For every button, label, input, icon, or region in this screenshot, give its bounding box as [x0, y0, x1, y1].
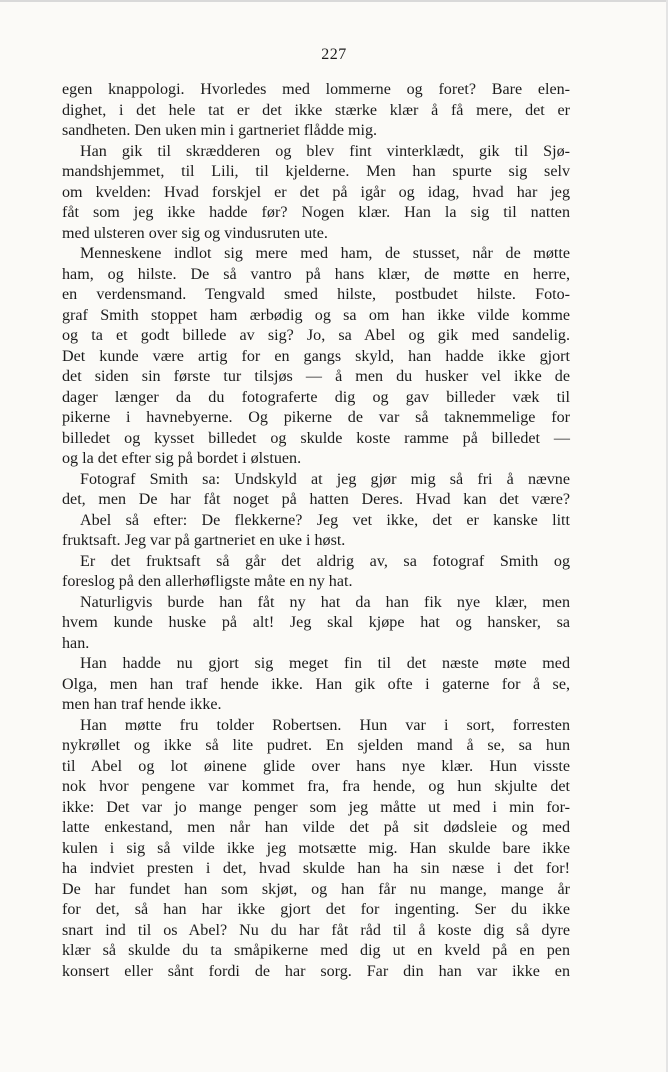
text-line: Menneskene indlot sig mere med ham, de stusset, når de møtte — [80, 245, 570, 262]
text-line: dager længer da du fotograferte dig og gav billeder væk til — [62, 388, 570, 406]
text-line: Han hadde nu gjort sig meget fin til det næste møte med — [80, 655, 570, 672]
text-line: latte enkestand, men når han vilde det på sit dødsleie og med — [62, 819, 570, 836]
text-line: hvem kunde huske på alt! Jeg skal kjøpe hat og hansker, sa — [62, 614, 570, 631]
text-line: om kvelden: Hvad forskjel er det på igår og idag, hvad har jeg — [62, 183, 570, 201]
text-line: fåt som jeg ikke hadde før? Nogen klær. Han la sig til natten — [62, 204, 570, 221]
text-line: egen knappologi. Hvorledes med lommerne og foret? Bare elen- — [62, 81, 570, 98]
text-line: Fotograf Smith sa: Undskyld at jeg gjør mig så fri å nævne — [80, 470, 570, 488]
page-number: 227 — [321, 46, 347, 63]
text-line: ha indviet presten i det, hvad skulde han ha sin næse i det for! — [62, 860, 570, 877]
text-line: ham, og hilste. De så vantro på hans klær, de møtte en herre, — [62, 265, 570, 283]
text-line: og la det efter sig på bordet i ølstuen. — [62, 450, 302, 467]
text-line: pikerne i havnebyerne. Og pikerne de var så taknemmelige for — [62, 409, 570, 426]
body-text — [62, 80, 570, 982]
text-line: De har fundet han som skjøt, og han får nu mange, mange år — [62, 880, 570, 898]
text-line: sandheten. Den uken min i gartneriet flådde mig. — [62, 122, 378, 139]
text-line: han. — [62, 634, 90, 652]
text-line: billedet og kysset billedet og skulde koste ramme på billedet — — [62, 429, 570, 447]
text-line: til Abel og lot øinene glide over hans nye klær. Hun visste — [62, 757, 570, 775]
text-line: Olga, men han traf hende ikke. Han gik ofte i gaterne for å se, — [62, 675, 570, 693]
text-line: foreslog på den allerhøfligste måte en ny hat. — [62, 573, 353, 590]
text-line: med ulsteren over sig og vindusruten ute. — [62, 224, 328, 242]
text-line: graf Smith stoppet ham ærbødig og sa om han ikke vilde komme — [62, 306, 570, 324]
text-line: Naturligvis burde han fåt ny hat da han fik nye klær, men — [80, 593, 570, 611]
text-line: Han gik til skrædderen og blev fint vinterklædt, gik til Sjø- — [80, 142, 570, 160]
text-line: nykrøllet og ikke så lite pudret. En sjelden mand å se, sa hun — [62, 737, 570, 754]
text-line: Er det fruktsaft så går det aldrig av, sa fotograf Smith og — [80, 552, 570, 570]
text-line: konsert eller sånt fordi de har sorg. Far din han var ikke en — [62, 962, 570, 980]
text-line: mandshjemmet, til Lili, til kjelderne. Men han spurte sig selv — [62, 163, 570, 180]
text-line: det, men De har fåt noget på hatten Deres. Hvad kan det være? — [62, 491, 570, 508]
text-line: dighet, i det hele tat er det ikke stærke klær å få mere, det er — [62, 101, 570, 119]
text-line: for det, så han har ikke gjort det for ingenting. Ser du ikke — [62, 901, 570, 918]
text-line: fruktsaft. Jeg var på gartneriet en uke i høst. — [62, 532, 346, 549]
text-line: men han traf hende ikke. — [62, 696, 222, 713]
text-line: Han møtte fru tolder Robertsen. Hun var i sort, forresten — [80, 716, 570, 734]
text-line: snart ind til os Abel? Nu du har fåt råd til å koste dig så dyre — [62, 921, 570, 939]
text-line: det siden sin første tur tilsjøs — å men du husker vel ikke de — [62, 368, 570, 385]
text-line: klær så skulde du ta småpikerne med dig ut en kveld på en pen — [62, 942, 570, 959]
page-top-edge — [0, 0, 668, 2]
text-line: nok hvor pengene var kommet fra, fra hende, og hun skjulte det — [62, 778, 570, 795]
text-line: en verdensmand. Tengvald smed hilste, postbudet hilste. Foto- — [62, 286, 570, 303]
text-line: kulen i sig så vilde ikke jeg motsætte mig. Han skulde bare ikke — [62, 839, 570, 857]
text-line: og ta et godt billede av sig? Jo, sa Abel og gik med sandelig. — [62, 327, 570, 344]
text-line: ikke: Det var jo mange penger som jeg måtte ut med i min for- — [62, 798, 570, 816]
text-line: Det kunde være artig for en gangs skyld, han hadde ikke gjort — [62, 347, 570, 365]
text-line: Abel så efter: De flekkerne? Jeg vet ikke, det er kanske litt — [80, 511, 570, 529]
